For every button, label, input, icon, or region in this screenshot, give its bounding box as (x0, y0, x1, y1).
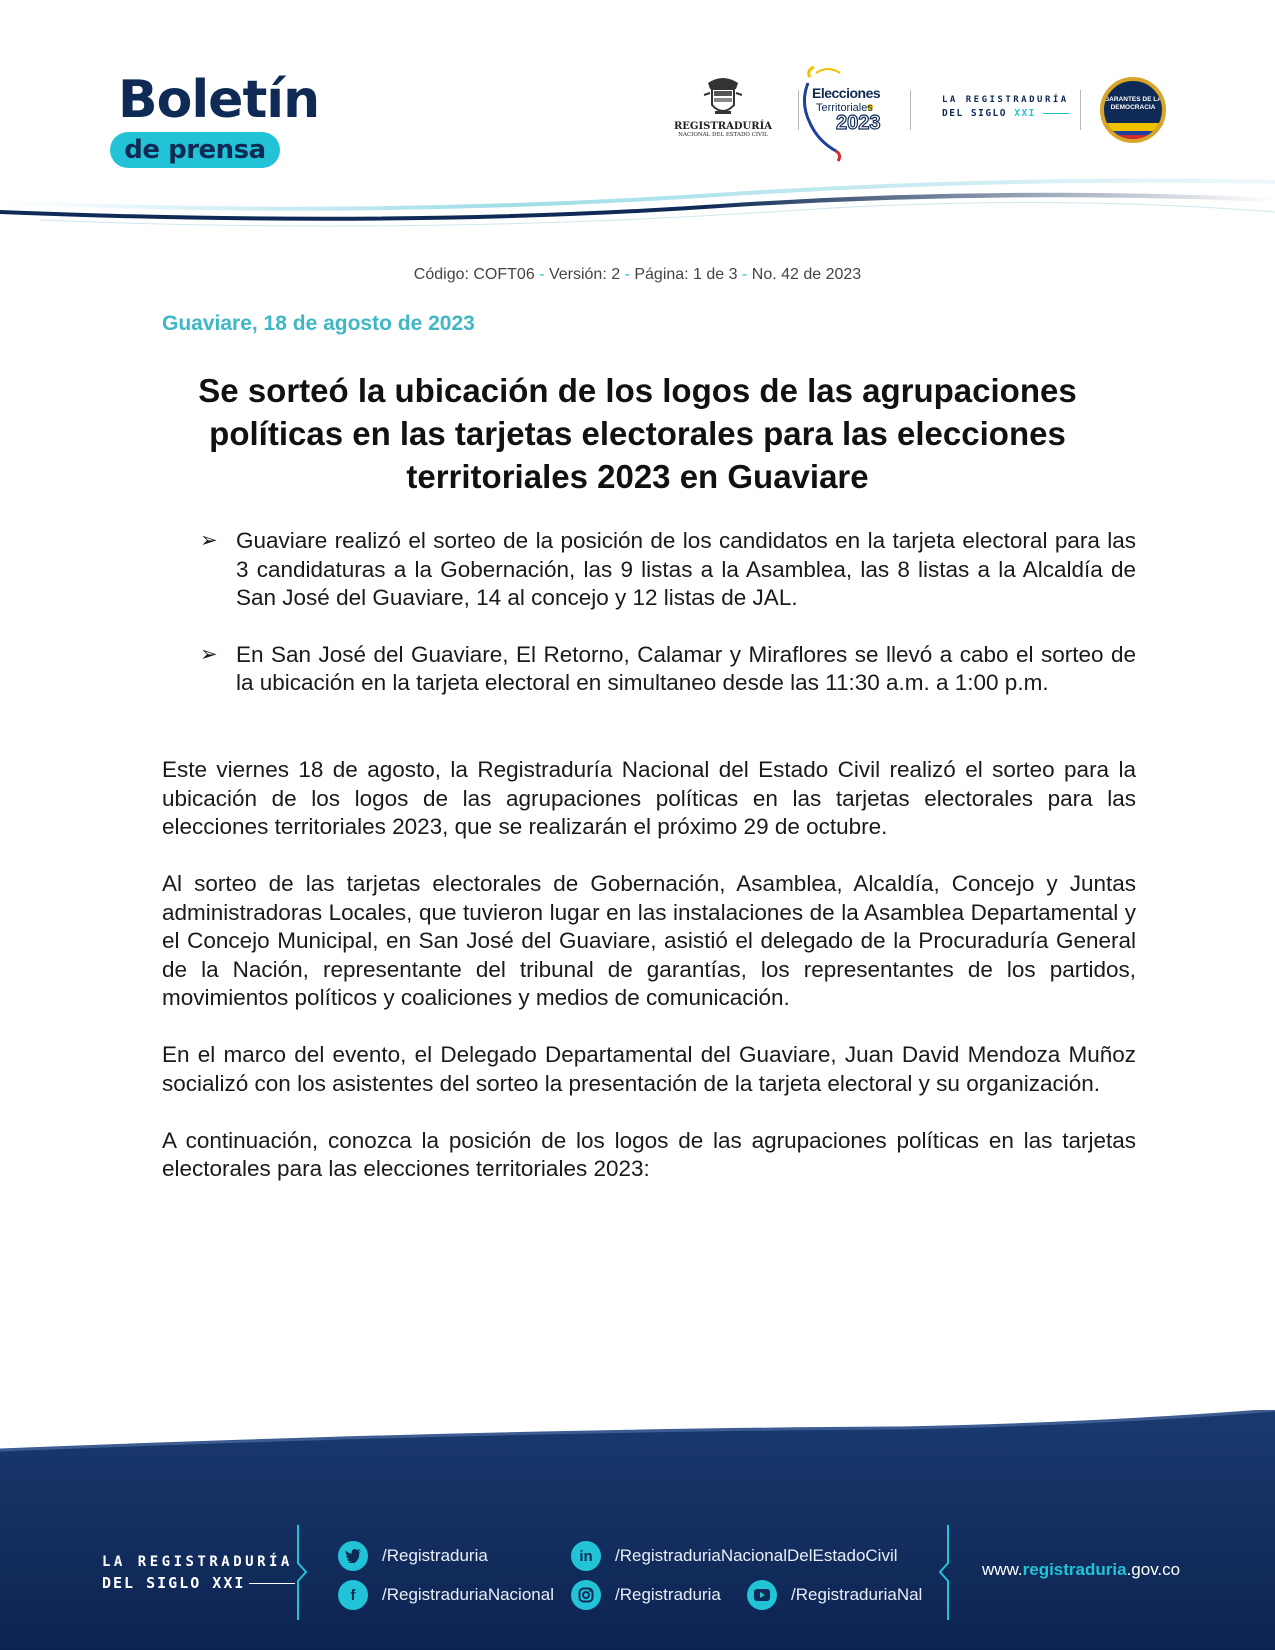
website-prefix: www. (982, 1560, 1023, 1579)
siglo-line2 (942, 108, 1072, 119)
footer-divider-left (296, 1525, 310, 1620)
arrow-bullet-icon: ➢ (200, 642, 218, 666)
elecciones-year: 2023 (836, 112, 881, 134)
doc-code: Código: COFT06 (413, 266, 535, 283)
instagram-icon (571, 1580, 601, 1610)
instagram-handle[interactable]: /Registraduria (615, 1585, 721, 1604)
doc-version: Versión: 2 (548, 266, 621, 283)
registraduria-subtitle: NACIONAL DEL ESTADO CIVIL (678, 132, 768, 138)
brand-title: Boletín (118, 70, 320, 130)
body-paragraph: Este viernes 18 de agosto, la Registraduría Nacional del Estado Civil realizó el sorteo para la ubicación de los logos de las agrupaciones políticas en las tarjetas electorales para las elecciones territoriales 2023, que se realizarán el próximo 29 de octubre. (162, 757, 1136, 839)
body-paragraph: Al sorteo de las tarjetas electorales de Gobernación, Asamblea, Alcaldía, Concejo y Juntas administradoras Locales, que tuvieron lugar en las instalaciones de la Asamblea Departamental y el Concejo Municipal, en San José del Guaviare, asistió el delegado de la Procuraduría General de la Nación, representante del tribunal de garantías, los representantes de los partidos, movimientos políticos y coaliciones y medios de comunicación. (162, 871, 1136, 1010)
facebook-icon: f (338, 1580, 368, 1610)
body-paragraph: A continuación, conozca la posición de los logos de las agrupaciones políticas en las tarjetas electorales para las elecciones territoriales 2023: (162, 1127, 1136, 1181)
arrow-bullet-icon: ➢ (200, 529, 218, 552)
garantes-democracia-badge (1100, 77, 1166, 143)
siglo-line1: LA REGISTRADURÍA (942, 95, 1069, 105)
registraduria-logo (668, 75, 778, 150)
social-twitter[interactable] (338, 1541, 488, 1571)
key-point-text: Guaviare realizó el sorteo de la posición de los candidatos en la tarjeta electoral para las 3 candidaturas a la Gobernación, las 9 listas a la Asamblea, las 8 listas a la Alcaldía de San José del Guaviare, 14 al concejo y 12 listas de JAL. (236, 528, 1136, 610)
elecciones-territoriales-logo (788, 63, 898, 163)
body-paragraph: En el marco del evento, el Delegado Departamental del Guaviare, Juan David Mendoza Muñoz socializó con los asistentes del sorteo la presentación de la tarjeta electoral y su organización. (162, 1042, 1136, 1096)
doc-number: No. 42 de 2023 (751, 266, 862, 283)
footer-siglo-text: DEL SIGLO XXI (102, 1574, 246, 1592)
meta-separator: - (539, 266, 549, 283)
meta-separator: - (624, 266, 635, 283)
social-facebook[interactable] (338, 1580, 554, 1610)
flag-icon (1104, 123, 1162, 139)
linkedin-icon: in (571, 1541, 601, 1571)
coat-of-arms-icon (700, 75, 746, 119)
header-wave (0, 150, 1275, 240)
key-point-text: En San José del Guaviare, El Retorno, Calamar y Miraflores se llevó a cabo el sorteo de la ubicación en la tarjeta electoral en simultaneo desde las 11:30 a.m. a 1:00 p.m. (236, 641, 1136, 695)
website-domain: registraduria (1022, 1560, 1127, 1579)
footer-siglo-line2 (102, 1574, 295, 1592)
website-suffix: .gov.co (1126, 1560, 1181, 1579)
meta-separator: - (742, 266, 752, 283)
twitter-icon (338, 1541, 368, 1571)
footer-siglo-line1: LA REGISTRADURÍA (102, 1554, 293, 1570)
footer-siglo-xxi-logo (102, 1554, 295, 1592)
dateline: Guaviare, 18 de agosto de 2023 (162, 312, 475, 335)
doc-page: Página: 1 de 3 (634, 266, 738, 283)
footer-background (0, 1410, 1275, 1650)
badge-text: GARANTES DE LA DEMOCRACIA (1104, 96, 1162, 111)
elecciones-subtitle: Territoriales (816, 102, 873, 114)
social-linkedin[interactable] (571, 1541, 898, 1571)
social-youtube[interactable] (747, 1580, 922, 1610)
logo-divider (1080, 90, 1081, 130)
youtube-handle[interactable]: /RegistraduriaNal (791, 1585, 923, 1604)
headline: Se sorteó la ubicación de los logos de las agrupaciones políticas en las tarjetas electorales para las elecciones territoriales 2023 en Guaviare (198, 372, 1077, 495)
document-code-line (0, 266, 1275, 284)
elecciones-title: Elecciones (812, 85, 881, 101)
social-instagram[interactable] (571, 1580, 721, 1610)
registraduria-siglo-xxi-logo (942, 95, 1072, 119)
siglo-del-siglo: DEL SIGLO (942, 108, 1007, 119)
registraduria-name: REGISTRADURÍA (673, 121, 773, 132)
key-point (200, 527, 1136, 613)
website-link[interactable] (982, 1560, 1180, 1580)
footer-siglo-underline (249, 1583, 295, 1584)
linkedin-handle[interactable]: /RegistraduriaNacionalDelEstadoCivil (615, 1546, 898, 1565)
siglo-xxi: XXI (1014, 108, 1036, 119)
footer-divider-right (936, 1525, 950, 1620)
key-point (200, 641, 1136, 698)
twitter-handle[interactable]: /Registraduria (382, 1546, 488, 1565)
article-body (162, 756, 1136, 1212)
youtube-icon (747, 1580, 777, 1610)
facebook-handle[interactable]: /RegistraduriaNacional (382, 1585, 554, 1604)
logo-divider (910, 90, 911, 130)
key-points-list (200, 527, 1136, 726)
brand-subtitle: de prensa (110, 132, 280, 168)
siglo-underline (1043, 113, 1069, 114)
